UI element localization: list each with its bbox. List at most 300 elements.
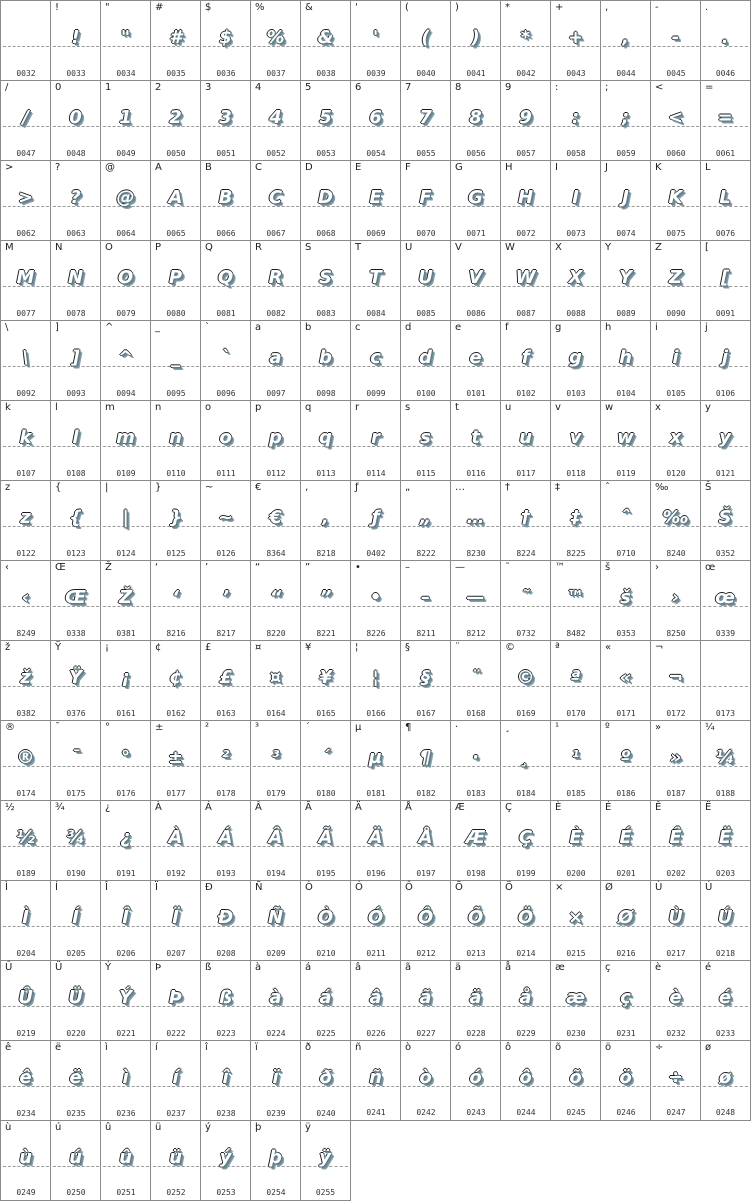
glyph-cell xyxy=(600,560,651,641)
character-label: „ xyxy=(405,482,411,493)
character-label: á xyxy=(305,962,312,973)
character-label: ñ xyxy=(355,1042,362,1053)
glyph-preview: Ý xyxy=(118,987,134,1008)
code-label: 0121 xyxy=(715,469,736,478)
glyph-preview: c xyxy=(370,347,382,368)
character-label: þ xyxy=(255,1122,262,1133)
glyph-preview: Ê xyxy=(669,827,683,848)
glyph-cell xyxy=(100,640,151,721)
code-label: 0339 xyxy=(715,629,736,638)
glyph-preview: g xyxy=(569,347,583,368)
character-label: Š xyxy=(705,482,712,493)
glyph-preview: z xyxy=(20,507,32,528)
character-label: K xyxy=(655,162,662,173)
glyph-preview: L xyxy=(719,187,732,208)
glyph-preview: É xyxy=(619,827,633,848)
code-label: 0036 xyxy=(216,69,236,78)
code-label: 0402 xyxy=(366,549,386,558)
glyph-cell xyxy=(650,240,701,321)
glyph-cell xyxy=(150,720,201,801)
glyph-preview: ˜ xyxy=(521,587,531,608)
code-label: 8226 xyxy=(366,629,386,638)
glyph-preview: ä xyxy=(469,987,483,1008)
character-label: ª xyxy=(555,642,560,653)
character-label: & xyxy=(305,2,313,13)
character-label: ( xyxy=(405,2,409,13)
glyph-preview: a xyxy=(269,347,283,368)
code-label: 0169 xyxy=(516,709,536,718)
glyph-preview: ™ xyxy=(566,587,586,608)
character-label: p xyxy=(255,402,262,413)
glyph-cell xyxy=(550,1040,601,1121)
glyph-preview: ¸ xyxy=(521,747,531,768)
character-label: ô xyxy=(505,1042,512,1053)
glyph-cell xyxy=(400,960,451,1041)
code-label: 8221 xyxy=(316,629,336,638)
character-label: Ä xyxy=(355,802,362,813)
code-label: 0038 xyxy=(316,69,336,78)
character-label: ) xyxy=(455,2,459,13)
code-label: 0040 xyxy=(416,69,436,78)
glyph-preview: ½ xyxy=(16,827,36,848)
code-label: 0253 xyxy=(216,1188,236,1197)
glyph-cell xyxy=(300,400,351,481)
glyph-preview: Ã xyxy=(318,827,334,848)
code-label: 0249 xyxy=(16,1188,36,1197)
character-label: ´ xyxy=(305,722,310,733)
code-label: 0710 xyxy=(616,549,636,558)
glyph-cell xyxy=(300,960,351,1041)
code-label: 0095 xyxy=(166,389,186,398)
character-label: # xyxy=(155,2,164,13)
glyph-preview: ; xyxy=(621,107,631,128)
glyph-cell xyxy=(350,0,401,81)
code-label: 0117 xyxy=(516,469,536,478)
glyph-preview: e xyxy=(469,347,483,368)
character-label: ¾ xyxy=(55,802,65,813)
character-label: Ÿ xyxy=(55,642,62,653)
character-label: ë xyxy=(55,1042,62,1053)
code-label: 8217 xyxy=(216,629,236,638)
code-label: 0193 xyxy=(216,869,236,878)
glyph-preview: ï xyxy=(272,1067,280,1088)
code-label: 0086 xyxy=(466,309,486,318)
glyph-preview: ç xyxy=(620,987,632,1008)
code-label: 0250 xyxy=(66,1188,86,1197)
glyph-cell xyxy=(500,800,551,881)
character-label: ó xyxy=(455,1042,462,1053)
glyph-preview: „ xyxy=(419,507,433,528)
glyph-preview xyxy=(1,25,51,51)
code-label: 0228 xyxy=(466,1029,486,1038)
glyph-preview: œ xyxy=(715,587,736,608)
glyph-preview: © xyxy=(516,667,536,688)
glyph-cell xyxy=(50,400,101,481)
glyph-preview: [ xyxy=(720,267,731,288)
character-label: a xyxy=(255,322,262,333)
code-label: 0110 xyxy=(166,469,186,478)
glyph-cell xyxy=(650,800,701,881)
code-label: 0042 xyxy=(516,69,536,78)
character-label: 6 xyxy=(355,82,362,93)
character-label: Ê xyxy=(655,802,662,813)
glyph-cell xyxy=(350,720,401,801)
character-label: f xyxy=(505,322,509,333)
character-label: R xyxy=(255,242,262,253)
glyph-cell xyxy=(200,80,251,161)
code-label: 0106 xyxy=(715,389,736,398)
code-label: 0101 xyxy=(466,389,486,398)
glyph-cell xyxy=(600,640,651,721)
glyph-preview: Þ xyxy=(168,987,184,1008)
glyph-cell xyxy=(0,720,51,801)
code-label: 0047 xyxy=(16,149,36,158)
code-label: 0229 xyxy=(516,1029,536,1038)
code-label: 0164 xyxy=(266,709,286,718)
character-label: · xyxy=(455,722,459,733)
code-label: 8216 xyxy=(166,629,186,638)
glyph-cell xyxy=(450,640,501,721)
code-label: 0069 xyxy=(366,229,386,238)
code-label: 0063 xyxy=(66,229,86,238)
glyph-cell xyxy=(150,640,201,721)
code-label: 0123 xyxy=(66,549,86,558)
character-label: Q xyxy=(205,242,213,253)
code-label: 8364 xyxy=(266,549,286,558)
glyph-cell xyxy=(200,720,251,801)
character-label: å xyxy=(505,962,512,973)
code-label: 0179 xyxy=(266,789,286,798)
character-label: » xyxy=(655,722,662,733)
code-label: 0246 xyxy=(616,1108,636,1117)
code-label: 0090 xyxy=(666,309,686,318)
glyph-cell xyxy=(150,1040,201,1121)
glyph-cell xyxy=(0,400,51,481)
code-label: 0189 xyxy=(16,869,36,878)
code-label: 0114 xyxy=(366,469,386,478)
glyph-preview: M xyxy=(16,267,36,288)
glyph-preview: § xyxy=(421,667,431,688)
glyph-preview xyxy=(701,665,750,691)
glyph-preview: Ç xyxy=(518,827,534,848)
glyph-cell xyxy=(450,320,501,401)
character-label: Ü xyxy=(55,962,63,973)
character-label: Ö xyxy=(505,882,513,893)
code-label: 8240 xyxy=(666,549,686,558)
glyph-cell xyxy=(50,800,101,881)
character-label: m xyxy=(105,402,115,413)
glyph-cell xyxy=(250,960,301,1041)
character-label: Ñ xyxy=(255,882,263,893)
code-label: 8212 xyxy=(466,629,486,638)
glyph-cell xyxy=(350,80,401,161)
code-label: 0050 xyxy=(166,149,186,158)
character-label: É xyxy=(605,802,612,813)
code-label: 0234 xyxy=(16,1109,36,1118)
code-label: 0070 xyxy=(416,229,436,238)
glyph-preview: m xyxy=(116,427,136,448)
glyph-cell xyxy=(550,800,601,881)
code-label: 0109 xyxy=(116,469,136,478)
glyph-cell xyxy=(100,720,151,801)
glyph-cell xyxy=(500,0,551,81)
code-label: 8250 xyxy=(666,629,686,638)
glyph-preview: Ø xyxy=(617,907,635,928)
glyph-preview: C xyxy=(268,187,284,208)
code-label: 0376 xyxy=(66,709,86,718)
glyph-cell xyxy=(150,160,201,241)
glyph-cell xyxy=(200,880,251,961)
glyph-cell xyxy=(500,320,551,401)
character-label: Ã xyxy=(305,802,312,813)
glyph-cell xyxy=(600,240,651,321)
code-label: 0175 xyxy=(66,789,86,798)
code-label: 0167 xyxy=(416,709,436,718)
code-label: 0217 xyxy=(666,949,686,958)
glyph-cell xyxy=(650,720,701,801)
character-label: = xyxy=(705,82,714,93)
character-label: ! xyxy=(55,2,60,13)
glyph-cell xyxy=(650,880,701,961)
character-label: ° xyxy=(105,722,110,733)
glyph-preview: @ xyxy=(116,187,136,208)
code-label: 0054 xyxy=(366,149,386,158)
code-label: 0074 xyxy=(616,229,636,238)
code-label: 0203 xyxy=(715,869,736,878)
code-label: 0093 xyxy=(66,389,86,398)
character-label: N xyxy=(55,242,63,253)
glyph-preview: È xyxy=(569,827,583,848)
glyph-preview: Ù xyxy=(668,907,684,928)
glyph-preview: × xyxy=(567,907,585,928)
glyph-cell xyxy=(100,1120,151,1201)
glyph-cell xyxy=(650,320,701,401)
character-label: X xyxy=(555,242,562,253)
glyph-preview: i xyxy=(672,347,680,368)
glyph-preview: ~ xyxy=(217,507,235,528)
glyph-cell xyxy=(150,0,201,81)
glyph-cell xyxy=(450,560,501,641)
glyph-cell xyxy=(600,1040,651,1121)
glyph-preview: _ xyxy=(171,347,181,368)
glyph-cell xyxy=(200,320,251,401)
code-label: 0066 xyxy=(216,229,236,238)
glyph-cell xyxy=(200,1040,251,1121)
character-label: è xyxy=(655,962,662,973)
character-label: Ø xyxy=(605,882,613,893)
glyph-preview: v xyxy=(569,427,583,448)
glyph-preview: N xyxy=(67,267,85,288)
character-label: q xyxy=(305,402,312,413)
character-label: { xyxy=(55,482,62,493)
glyph-cell xyxy=(700,800,751,881)
code-label: 0075 xyxy=(666,229,686,238)
glyph-preview: ¨ xyxy=(471,667,481,688)
character-label: , xyxy=(605,2,609,13)
glyph-cell xyxy=(150,320,201,401)
character-label: ¦ xyxy=(355,642,359,653)
glyph-preview: X xyxy=(568,267,584,288)
glyph-cell xyxy=(550,640,601,721)
glyph-preview: ¿ xyxy=(120,827,132,848)
glyph-cell xyxy=(700,320,751,401)
glyph-cell xyxy=(50,960,101,1041)
glyph-preview: y xyxy=(719,427,732,448)
character-label: Ì xyxy=(5,882,8,893)
code-label: 0055 xyxy=(416,149,436,158)
glyph-preview: & xyxy=(317,27,335,48)
glyph-cell xyxy=(500,400,551,481)
glyph-preview: » xyxy=(669,747,683,768)
glyph-preview: ê xyxy=(19,1067,33,1088)
glyph-cell xyxy=(0,240,51,321)
code-label: 0103 xyxy=(566,389,586,398)
glyph-cell xyxy=(450,720,501,801)
glyph-preview: 5 xyxy=(319,107,333,128)
glyph-cell xyxy=(350,320,401,401)
glyph-cell xyxy=(550,560,601,641)
code-label: 0221 xyxy=(116,1029,136,1038)
code-label: 0092 xyxy=(16,389,36,398)
glyph-preview: ( xyxy=(421,27,431,48)
glyph-preview: " xyxy=(120,27,132,48)
glyph-preview: Ï xyxy=(172,907,180,928)
glyph-preview: « xyxy=(619,667,633,688)
code-label: 0382 xyxy=(16,709,36,718)
glyph-preview: B xyxy=(218,187,234,208)
character-label: ` xyxy=(205,322,210,333)
character-label: ¨ xyxy=(455,642,460,653)
character-label: @ xyxy=(105,162,115,173)
character-label: | xyxy=(105,482,109,493)
character-label: ƒ xyxy=(355,482,359,493)
character-label: ‚ xyxy=(305,482,309,493)
glyph-preview: Ö xyxy=(517,907,535,928)
glyph-preview: O xyxy=(117,267,135,288)
character-label: 3 xyxy=(205,82,212,93)
glyph-preview: ‘ xyxy=(172,587,180,608)
glyph-cell xyxy=(200,400,251,481)
glyph-preview: b xyxy=(319,347,333,368)
glyph-cell xyxy=(300,560,351,641)
character-label: ± xyxy=(155,722,164,733)
character-label: ê xyxy=(5,1042,12,1053)
character-label: ‹ xyxy=(5,562,9,573)
code-label: 0053 xyxy=(316,149,336,158)
glyph-preview: J xyxy=(622,187,630,208)
glyph-cell xyxy=(700,560,751,641)
glyph-cell xyxy=(550,0,601,81)
code-label: 0176 xyxy=(116,789,136,798)
character-label: ² xyxy=(205,722,210,733)
character-label: I xyxy=(555,162,558,173)
character-label: ç xyxy=(605,962,611,973)
character-label: Þ xyxy=(155,962,162,973)
code-label: 0172 xyxy=(666,709,686,718)
glyph-preview: D xyxy=(318,187,334,208)
code-label: 0064 xyxy=(116,229,136,238)
character-label: 5 xyxy=(305,82,312,93)
glyph-preview: ± xyxy=(167,747,185,768)
glyph-preview: \ xyxy=(22,347,30,368)
glyph-preview: w xyxy=(617,427,635,448)
character-label: à xyxy=(255,962,262,973)
glyph-preview: ? xyxy=(70,187,82,208)
glyph-cell xyxy=(350,160,401,241)
character-label: ÷ xyxy=(655,1042,664,1053)
glyph-preview: ‡ xyxy=(571,507,581,528)
glyph-preview: µ xyxy=(368,747,384,768)
code-label: 0197 xyxy=(416,869,436,878)
code-label: 0049 xyxy=(116,149,136,158)
glyph-preview: ² xyxy=(221,747,231,768)
glyph-cell xyxy=(450,0,501,81)
character-label: h xyxy=(605,322,612,333)
code-label: 0061 xyxy=(715,149,736,158)
code-label: 0163 xyxy=(216,709,236,718)
code-label: 0168 xyxy=(466,709,486,718)
glyph-preview: ð xyxy=(319,1067,333,1088)
glyph-preview: d xyxy=(419,347,433,368)
code-label: 0191 xyxy=(116,869,136,878)
glyph-cell xyxy=(600,880,651,961)
code-label: 0116 xyxy=(466,469,486,478)
character-label: ì xyxy=(105,1042,108,1053)
character-label: Í xyxy=(55,882,58,893)
code-label: 8218 xyxy=(316,549,336,558)
code-label: 0201 xyxy=(616,869,636,878)
character-label: ¹ xyxy=(555,722,560,733)
glyph-cell xyxy=(400,320,451,401)
code-label: 0060 xyxy=(666,149,686,158)
code-label: 0085 xyxy=(416,309,436,318)
code-label: 0059 xyxy=(616,149,636,158)
character-label: î xyxy=(205,1042,208,1053)
character-label: › xyxy=(655,562,659,573)
code-label: 0041 xyxy=(466,69,486,78)
code-label: 0104 xyxy=(616,389,636,398)
character-label: ã xyxy=(405,962,412,973)
code-label: 0223 xyxy=(216,1029,236,1038)
code-label: 0072 xyxy=(516,229,536,238)
glyph-cell xyxy=(350,480,401,561)
code-label: 0352 xyxy=(715,549,736,558)
character-label: 8 xyxy=(455,82,462,93)
character-label: ^ xyxy=(105,322,114,333)
character-label: ® xyxy=(5,722,15,733)
glyph-cell xyxy=(150,1120,201,1201)
code-label: 0213 xyxy=(466,949,486,958)
glyph-preview: q xyxy=(319,427,333,448)
code-label: 0039 xyxy=(366,69,386,78)
glyph-preview: £ xyxy=(219,667,233,688)
code-label: 0119 xyxy=(616,469,636,478)
code-label: 0077 xyxy=(16,309,36,318)
glyph-cell xyxy=(200,240,251,321)
glyph-cell xyxy=(500,560,551,641)
code-label: 0218 xyxy=(715,949,736,958)
code-label: 0044 xyxy=(616,69,636,78)
code-label: 0225 xyxy=(316,1029,336,1038)
character-label: Ý xyxy=(105,962,112,973)
glyph-cell xyxy=(100,1040,151,1121)
character-label: r xyxy=(355,402,360,413)
code-label: 0200 xyxy=(566,869,586,878)
glyph-cell xyxy=(0,560,51,641)
glyph-preview: Ñ xyxy=(267,907,285,928)
glyph-preview: I xyxy=(572,187,580,208)
glyph-preview: é xyxy=(718,987,733,1008)
